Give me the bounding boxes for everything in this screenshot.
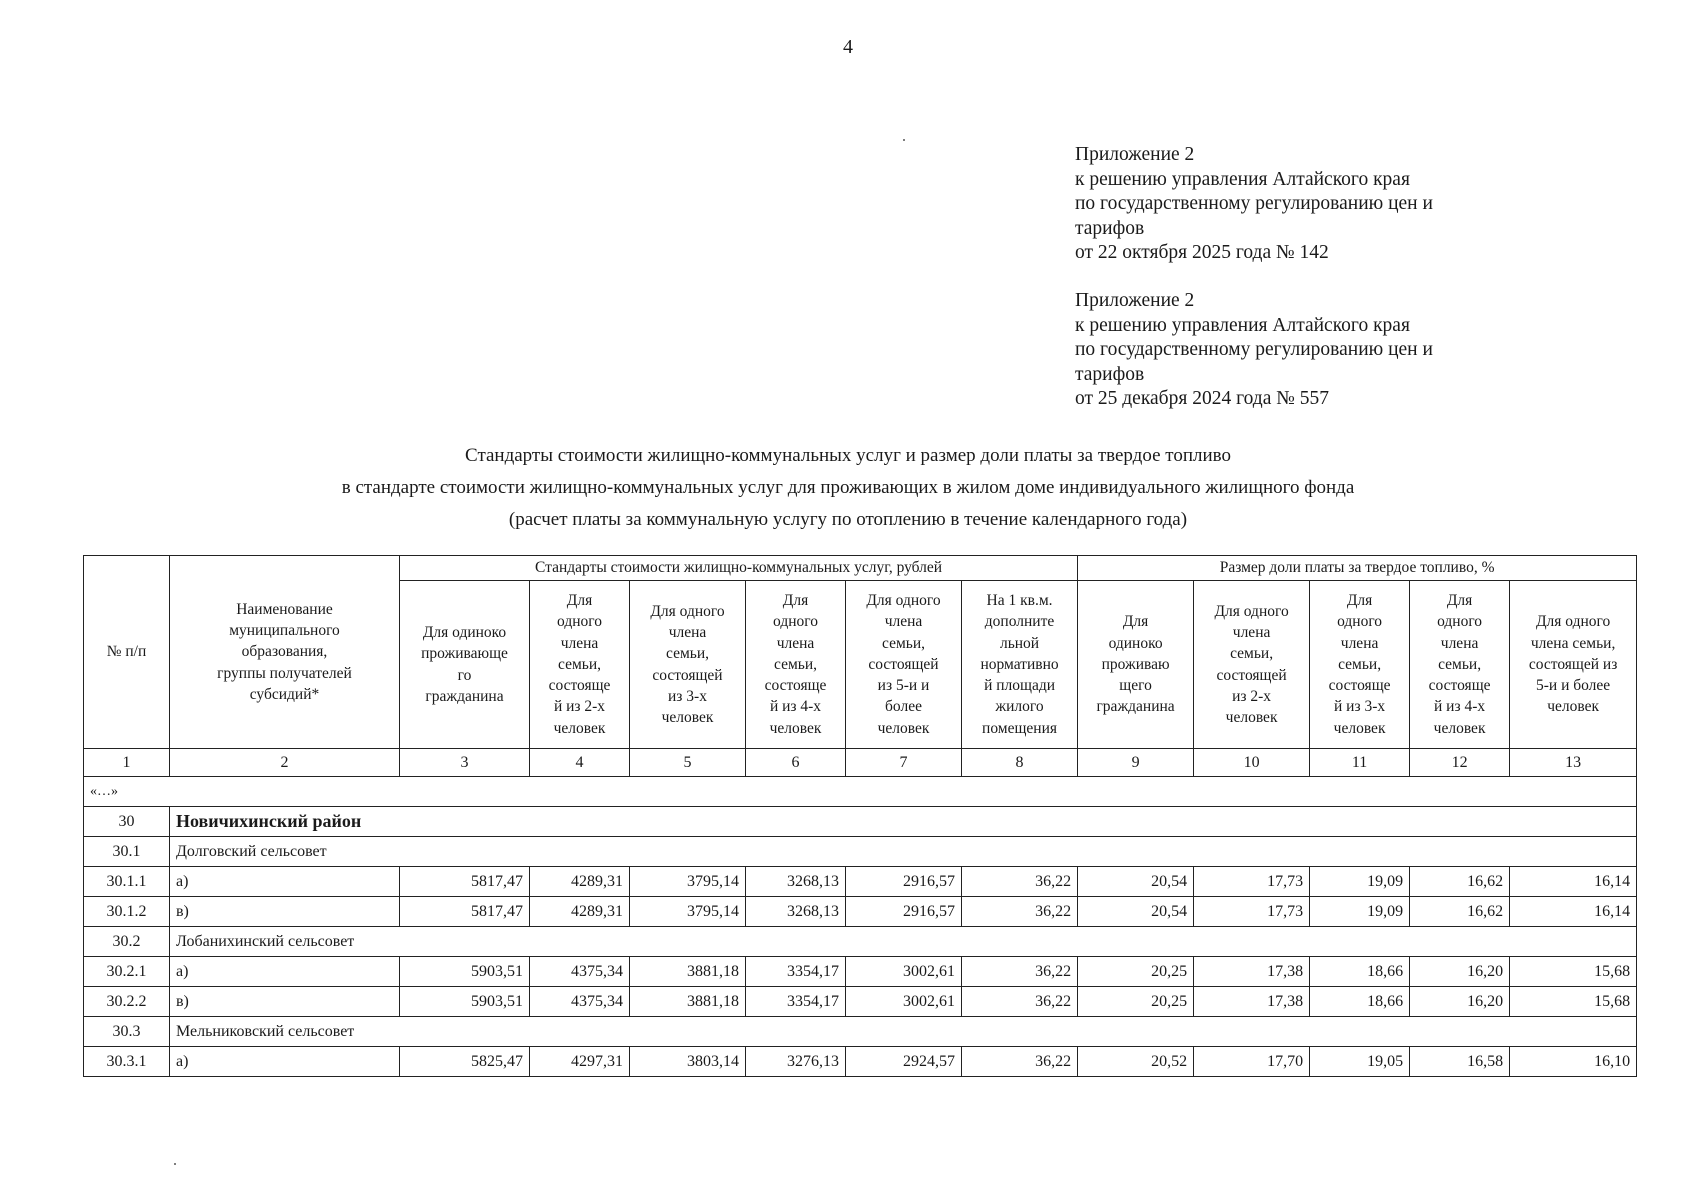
value-cell: 17,38 xyxy=(1194,957,1310,987)
annex-previous xyxy=(1075,289,1433,412)
title-line: Стандарты стоимости жилищно-коммунальных услуг и размер доли платы за твердое топливо xyxy=(465,445,1231,466)
header-text-line: члена xyxy=(884,613,923,631)
header-text-line: человек xyxy=(553,719,606,737)
header-text-line: Для xyxy=(1346,591,1373,609)
header-col-9 xyxy=(1078,581,1194,749)
value-cell: 16,20 xyxy=(1410,957,1510,987)
header-text-line: более xyxy=(885,698,922,716)
header-text-line: льной xyxy=(999,634,1040,652)
header-text-line: из 2-х xyxy=(1232,687,1272,705)
header-col-13 xyxy=(1510,581,1637,749)
header-text-line: проживаю xyxy=(1101,655,1170,673)
header-text-line: состояще xyxy=(1428,677,1491,695)
annex-line: тарифов xyxy=(1075,363,1145,385)
value-cell: 16,14 xyxy=(1510,897,1637,927)
header-text-line: Для xyxy=(782,591,809,609)
header-text-line: семьи, xyxy=(1230,645,1274,663)
header-text-line: муниципального xyxy=(229,622,340,640)
header-text-line: проживающе xyxy=(421,645,508,663)
value-cell: 16,62 xyxy=(1410,867,1510,897)
header-text-line: одного xyxy=(557,613,602,631)
value-cell: 4289,31 xyxy=(530,867,630,897)
header-col-11 xyxy=(1310,581,1410,749)
header-text-line: щего xyxy=(1119,677,1152,695)
header-group-standards: Стандарты стоимости жилищно-коммунальных услуг, рублей xyxy=(400,556,1078,581)
header-text-line: человек xyxy=(661,709,714,727)
header-text-line: состояще xyxy=(764,677,827,695)
value-cell: 36,22 xyxy=(962,957,1078,987)
district-name: Новичихинский район xyxy=(170,807,1637,837)
value-cell: 19,09 xyxy=(1310,897,1410,927)
value-cell: 3881,18 xyxy=(630,957,746,987)
value-cell: 3354,17 xyxy=(746,987,846,1017)
section-name: Мельниковский сельсовет xyxy=(170,1017,1637,1047)
annex-line: по государственному регулированию цен и xyxy=(1075,193,1433,214)
row-number: 30.2 xyxy=(84,927,170,957)
header-text-line: 5-и и более xyxy=(1536,677,1611,695)
header-text-line: й из 3-х xyxy=(1334,698,1386,716)
value-cell: 5903,51 xyxy=(400,987,530,1017)
value-cell: 2916,57 xyxy=(846,897,962,927)
row-number: 30.1.2 xyxy=(84,897,170,927)
header-col-10 xyxy=(1194,581,1310,749)
header-text-line: семьи, xyxy=(1438,655,1482,673)
row-number: 30.1.1 xyxy=(84,867,170,897)
table-row xyxy=(84,1047,1637,1077)
header-text-line: состоящей xyxy=(652,666,723,684)
value-cell: 3268,13 xyxy=(746,897,846,927)
annex-line: от 25 декабря 2024 года № 557 xyxy=(1075,388,1329,409)
header-text-line: члена xyxy=(560,634,599,652)
column-number: 12 xyxy=(1410,749,1510,777)
header-name xyxy=(170,556,400,749)
column-number-row xyxy=(84,749,1637,777)
header-col-4 xyxy=(530,581,630,749)
value-cell: 20,54 xyxy=(1078,897,1194,927)
value-cell: 3276,13 xyxy=(746,1047,846,1077)
annex-line: по государственному регулированию цен и xyxy=(1075,339,1433,360)
row-number: 30.1 xyxy=(84,837,170,867)
group-label: а) xyxy=(170,957,400,987)
group-label: в) xyxy=(170,897,400,927)
value-cell: 3268,13 xyxy=(746,867,846,897)
value-cell: 5825,47 xyxy=(400,1047,530,1077)
header-text-line: одного xyxy=(1437,613,1483,631)
ellipsis-cell: «…» xyxy=(84,777,1637,807)
value-cell: 3881,18 xyxy=(630,987,746,1017)
header-text-line: й площади xyxy=(984,677,1056,695)
header-text-line: состояще xyxy=(1328,677,1391,695)
title-line: в стандарте стоимости жилищно-коммунальных услуг для проживающих в жилом доме индивидуального жилищного фонда xyxy=(341,477,1355,498)
column-number: 7 xyxy=(846,749,962,777)
header-col-7 xyxy=(846,581,962,749)
ellipsis-row xyxy=(84,777,1637,807)
value-cell: 17,38 xyxy=(1194,987,1310,1017)
value-cell: 20,25 xyxy=(1078,957,1194,987)
value-cell: 16,62 xyxy=(1410,897,1510,927)
value-cell: 15,68 xyxy=(1510,987,1637,1017)
header-text-line: гражданина xyxy=(1096,698,1175,716)
header-text-line: Для одного xyxy=(866,591,941,609)
district-row xyxy=(84,807,1637,837)
header-text-line: члена xyxy=(668,623,707,641)
annex-line: Приложение 2 xyxy=(1075,144,1195,165)
header-text-line: Наименование xyxy=(236,600,333,618)
row-number: 30.2.2 xyxy=(84,987,170,1017)
value-cell: 3795,14 xyxy=(630,867,746,897)
header-text-line: й из 2-х xyxy=(553,698,606,716)
header-text-line: нормативно xyxy=(980,655,1059,673)
annex-line: Приложение 2 xyxy=(1075,290,1195,311)
header-num: № п/п xyxy=(84,556,170,749)
header-text-line: состоящей xyxy=(868,655,939,673)
section-row xyxy=(84,1017,1637,1047)
header-text-line: члена xyxy=(1340,634,1379,652)
scan-speck xyxy=(903,139,905,141)
value-cell: 17,73 xyxy=(1194,897,1310,927)
value-cell: 4375,34 xyxy=(530,957,630,987)
section-name: Долговский сельсовет xyxy=(170,837,1637,867)
value-cell: 4375,34 xyxy=(530,987,630,1017)
header-text-line: состояще xyxy=(548,677,611,695)
header-text-line: одиноко xyxy=(1108,634,1163,652)
value-cell: 3002,61 xyxy=(846,957,962,987)
value-cell: 17,70 xyxy=(1194,1047,1310,1077)
header-text-line: человек xyxy=(1225,709,1278,727)
value-cell: 18,66 xyxy=(1310,957,1410,987)
header-text-line: семьи, xyxy=(774,655,817,673)
page-number: 4 xyxy=(843,36,853,58)
value-cell: 36,22 xyxy=(962,867,1078,897)
value-cell: 3002,61 xyxy=(846,987,962,1017)
column-number: 13 xyxy=(1510,749,1637,777)
header-text-line: субсидий* xyxy=(249,685,320,703)
group-label: в) xyxy=(170,987,400,1017)
table-row xyxy=(84,987,1637,1017)
value-cell: 3795,14 xyxy=(630,897,746,927)
value-cell: 5817,47 xyxy=(400,867,530,897)
scan-speck xyxy=(174,1163,176,1165)
annex-line: от 22 октября 2025 года № 142 xyxy=(1075,242,1329,263)
value-cell: 36,22 xyxy=(962,897,1078,927)
header-col-12 xyxy=(1410,581,1510,749)
value-cell: 16,14 xyxy=(1510,867,1637,897)
header-text-line: человек xyxy=(1433,719,1486,737)
table-row xyxy=(84,867,1637,897)
title-line: (расчет платы за коммунальную услугу по отоплению в течение календарного года) xyxy=(508,509,1188,530)
header-text-line: Для одного xyxy=(1535,613,1611,631)
column-number: 1 xyxy=(84,749,170,777)
header-text-line: семьи, xyxy=(558,655,601,673)
header-text-line: гражданина xyxy=(425,687,504,705)
header-text-line: й из 4-х xyxy=(1434,698,1486,716)
header-text-line: из 5-и и xyxy=(877,677,930,695)
document-title xyxy=(0,440,1696,536)
header-text-line: Для одного xyxy=(650,602,725,620)
header-text-line: образования, xyxy=(241,643,328,661)
annex-line: к решению управления Алтайского края xyxy=(1075,168,1410,190)
table-row xyxy=(84,957,1637,987)
annex-current xyxy=(1075,143,1433,266)
header-text-line: Для xyxy=(1446,591,1473,609)
header-text-line: Для одиноко xyxy=(422,623,507,641)
column-number: 2 xyxy=(170,749,400,777)
value-cell: 19,05 xyxy=(1310,1047,1410,1077)
value-cell: 5903,51 xyxy=(400,957,530,987)
header-text-line: дополните xyxy=(984,613,1055,631)
header-group-share: Размер доли платы за твердое топливо, % xyxy=(1078,556,1637,581)
value-cell: 19,09 xyxy=(1310,867,1410,897)
row-number: 30.2.1 xyxy=(84,957,170,987)
header-text-line: одного xyxy=(773,613,818,631)
header-text-line: из 3-х xyxy=(668,687,707,705)
header-text-line: человек xyxy=(1333,719,1386,737)
column-number: 4 xyxy=(530,749,630,777)
table-row xyxy=(84,897,1637,927)
header-col-5 xyxy=(630,581,746,749)
value-cell: 18,66 xyxy=(1310,987,1410,1017)
header-text-line: На 1 кв.м. xyxy=(986,591,1053,609)
value-cell: 20,54 xyxy=(1078,867,1194,897)
column-number: 6 xyxy=(746,749,846,777)
value-cell: 20,52 xyxy=(1078,1047,1194,1077)
value-cell: 16,10 xyxy=(1510,1047,1637,1077)
value-cell: 36,22 xyxy=(962,1047,1078,1077)
value-cell: 17,73 xyxy=(1194,867,1310,897)
column-number: 3 xyxy=(400,749,530,777)
value-cell: 20,25 xyxy=(1078,987,1194,1017)
header-text-line: состоящей xyxy=(1216,666,1287,684)
value-cell: 16,20 xyxy=(1410,987,1510,1017)
header-text-line: человек xyxy=(769,719,822,737)
header-text-line: жилого xyxy=(995,698,1044,716)
header-text-line: члена xyxy=(1232,623,1271,641)
header-text-line: человек xyxy=(1547,698,1599,716)
header-row-groups xyxy=(84,556,1637,581)
header-text-line: человек xyxy=(877,719,930,737)
value-cell: 16,58 xyxy=(1410,1047,1510,1077)
header-col-6 xyxy=(746,581,846,749)
tariff-table xyxy=(83,555,1637,1077)
column-number: 8 xyxy=(962,749,1078,777)
value-cell: 2916,57 xyxy=(846,867,962,897)
value-cell: 36,22 xyxy=(962,987,1078,1017)
group-label: а) xyxy=(170,1047,400,1077)
value-cell: 4297,31 xyxy=(530,1047,630,1077)
header-text-line: й из 4-х xyxy=(769,698,822,716)
column-number: 5 xyxy=(630,749,746,777)
value-cell: 15,68 xyxy=(1510,957,1637,987)
value-cell: 5817,47 xyxy=(400,897,530,927)
header-text-line: состоящей из xyxy=(1528,655,1618,673)
value-cell: 4289,31 xyxy=(530,897,630,927)
row-number: 30.3 xyxy=(84,1017,170,1047)
header-text-line: Для xyxy=(1122,613,1149,631)
header-text-line: члена семьи, xyxy=(1530,634,1616,652)
header-text-line: одного xyxy=(1337,613,1383,631)
header-text-line: Для xyxy=(566,591,593,609)
row-number: 30 xyxy=(84,807,170,837)
section-row xyxy=(84,927,1637,957)
header-text-line: группы получателей xyxy=(217,664,352,682)
annex-line: к решению управления Алтайского края xyxy=(1075,314,1410,336)
column-number: 10 xyxy=(1194,749,1310,777)
header-text-line: члена xyxy=(1440,634,1479,652)
row-number: 30.3.1 xyxy=(84,1047,170,1077)
header-text-line: семьи, xyxy=(666,645,709,663)
header-text-line: Для одного xyxy=(1214,602,1289,620)
header-text-line: помещения xyxy=(982,719,1058,737)
header-text-line: семьи, xyxy=(882,634,925,652)
annex-line: тарифов xyxy=(1075,217,1145,239)
header-text-line: члена xyxy=(776,634,815,652)
header-col-3 xyxy=(400,581,530,749)
header-text-line: семьи, xyxy=(1338,655,1382,673)
header-text-line: го xyxy=(457,666,472,684)
value-cell: 3803,14 xyxy=(630,1047,746,1077)
column-number: 11 xyxy=(1310,749,1410,777)
column-number: 9 xyxy=(1078,749,1194,777)
section-row xyxy=(84,837,1637,867)
header-col-8 xyxy=(962,581,1078,749)
section-name: Лобанихинский сельсовет xyxy=(170,927,1637,957)
value-cell: 2924,57 xyxy=(846,1047,962,1077)
value-cell: 3354,17 xyxy=(746,957,846,987)
group-label: а) xyxy=(170,867,400,897)
